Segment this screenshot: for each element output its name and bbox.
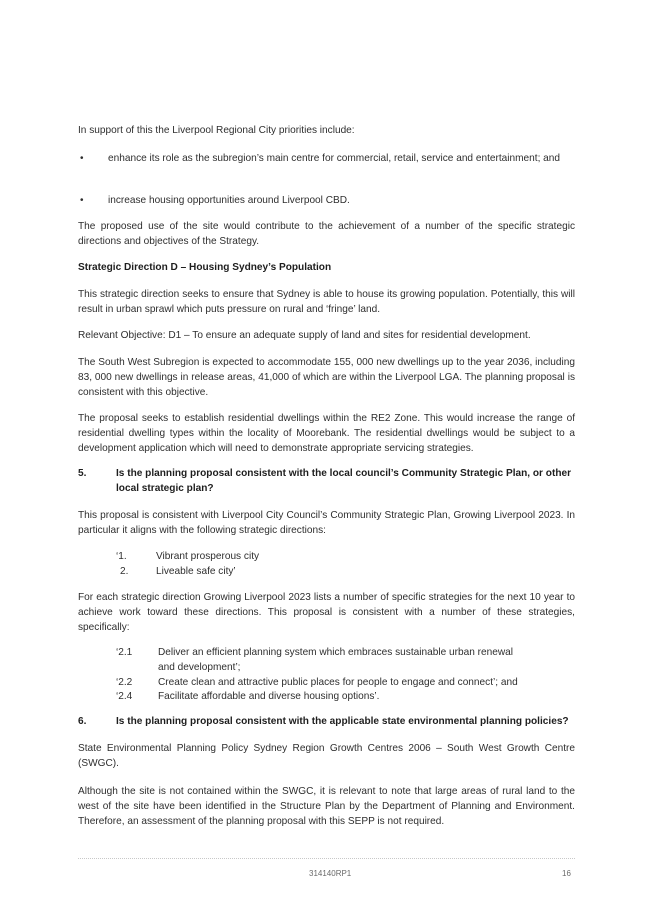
- direction-number: ‘1.: [116, 551, 127, 562]
- southwest-subregion-paragraph: The South West Subregion is expected to accommodate 155, 000 new dwellings up to the year 2036, including 83, 000 new dwellings in release areas, 41,000 of which are within the Liverpool LGA. The planning proposal is consistent with this objective.: [78, 357, 575, 398]
- strategy-text-continued: and development’;: [158, 662, 241, 673]
- swgc-paragraph: Although the site is not contained within the SWGC, it is relevant to note that large areas of rural land to the west of the site have been identified in the Structure Plan by the Department of Planning and Environment. Therefore, an assessment of the planning proposal with this SEPP is not required.: [78, 786, 575, 827]
- footer-reference: 314140RP1: [309, 869, 352, 878]
- sepp-paragraph: State Environmental Planning Policy Sydney Region Growth Centres 2006 – South West Growth Centre (SWGC).: [78, 743, 575, 769]
- community-strategic-plan-paragraph: This proposal is consistent with Liverpool City Council’s Community Strategic Plan, Growing Liverpool 2023. In particular it aligns with the following strategic directions:: [78, 510, 575, 536]
- direction-number: 2.: [120, 566, 129, 577]
- question-6-heading: Is the planning proposal consistent with the applicable state environmental planning policies?: [116, 716, 569, 727]
- bullet-item: enhance its role as the subregion’s main centre for commercial, retail, service and entertainment; and: [108, 153, 561, 164]
- contribution-paragraph: The proposed use of the site would contribute to the achievement of a number of the specific strategic directions and objectives of the Strategy.: [78, 221, 575, 247]
- strategy-text: Facilitate affordable and diverse housing options’.: [158, 691, 380, 702]
- question-6-number: 6.: [78, 716, 87, 727]
- question-5-number: 5.: [78, 468, 87, 479]
- strategy-number: ‘2.2: [116, 677, 133, 688]
- page-number: 16: [562, 869, 571, 878]
- strategy-text: Create clean and attractive public places for people to engage and connect’; and: [158, 677, 518, 688]
- bullet-icon: •: [80, 153, 84, 164]
- strategy-number: ‘2.4: [116, 691, 133, 702]
- question-5-heading: Is the planning proposal consistent with the local council’s Community Strategic Plan, or other local strategic plan?: [116, 468, 572, 494]
- strategies-paragraph: For each strategic direction Growing Liverpool 2023 lists a number of specific strategies for the next 10 year to achieve work toward these directions. This proposal is consistent with a number of these strategies, specifically:: [78, 592, 575, 633]
- strategic-direction-heading: Strategic Direction D – Housing Sydney’s Population: [78, 262, 332, 273]
- objective-paragraph: Relevant Objective: D1 – To ensure an adequate supply of land and sites for residential development.: [78, 330, 531, 341]
- bullet-item: increase housing opportunities around Liverpool CBD.: [108, 195, 350, 206]
- re2-zone-paragraph: The proposal seeks to establish residential dwellings within the RE2 Zone. This would increase the range of residential dwelling types within the locality of Moorebank. The residential dwellings would be subject to a development application which will need to demonstrate appropriate servicing strategies.: [78, 413, 575, 454]
- direction-text: Liveable safe city’: [156, 566, 236, 577]
- direction-text: Vibrant prosperous city: [156, 551, 260, 562]
- strategy-number: ‘2.1: [116, 647, 133, 658]
- strategy-text: Deliver an efficient planning system which embraces sustainable urban renewal: [158, 647, 513, 658]
- bullet-icon: •: [80, 195, 84, 206]
- direction-paragraph: This strategic direction seeks to ensure that Sydney is able to house its growing population. Potentially, this will result in urban sprawl which puts pressure on rural and ‘fringe’ land.: [78, 289, 575, 315]
- intro-paragraph: In support of this the Liverpool Regional City priorities include:: [78, 125, 355, 136]
- footer-divider: [78, 858, 575, 859]
